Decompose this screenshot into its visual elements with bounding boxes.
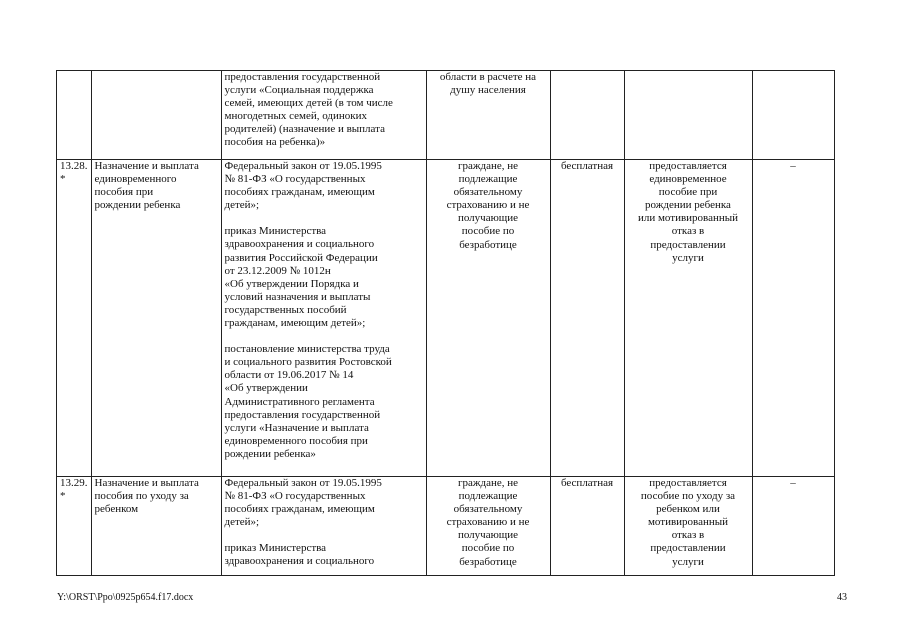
service-result xyxy=(624,71,752,160)
page-number: 43 xyxy=(837,592,847,603)
legal-basis xyxy=(221,71,426,160)
table-row xyxy=(57,160,835,477)
legal-basis xyxy=(221,160,426,477)
recipients: граждане, не подлежащие обязательному страхованию и не получающие пособие по безработице xyxy=(426,477,550,576)
service-result: предоставляется единовременное пособие при рождении ребенка или мотивированный отказ в предоставлении услуги xyxy=(624,160,752,477)
extra-info xyxy=(752,71,834,160)
service-name: Назначение и выплата пособия по уходу за ребенком xyxy=(91,477,221,576)
service-name: Назначение и выплата единовременного пособия при рождении ребенка xyxy=(91,160,221,477)
service-name xyxy=(91,71,221,160)
recipients: области в расчете на душу населения xyxy=(426,71,550,160)
payment-terms xyxy=(550,71,624,160)
footer-file-path: Y:\ORST\Ppo\0925p654.f17.docx xyxy=(57,592,194,603)
row-number: 13.29. * xyxy=(57,477,92,576)
legal-basis-paragraph: постановление министерства труда и социального развития Ростовской области от 19.06.2017 № 14 «Об утверждении Административного регламента предоставления государственной услуги «Назначение и выплата единовременного пособия при рождении ребенка» xyxy=(224,343,392,460)
payment-terms: бесплатная xyxy=(550,477,624,576)
legal-basis-paragraph: Федеральный закон от 19.05.1995 № 81-ФЗ «О государственных пособиях гражданам, имеющим детей»; xyxy=(224,160,382,212)
payment-terms: бесплатная xyxy=(550,160,624,477)
legal-basis-paragraph: предоставления государственной услуги «Социальная поддержка семей, имеющих детей (в том числе многодетных семей, одиноких родителей) (назначение и выплата пособия на ребенка)» xyxy=(224,71,393,149)
services-table xyxy=(56,70,835,576)
legal-basis xyxy=(221,477,426,576)
table-row xyxy=(57,477,835,576)
table-row xyxy=(57,71,835,160)
row-number: 13.28. * xyxy=(57,160,92,477)
row-number xyxy=(57,71,92,160)
legal-basis-paragraph: приказ Министерства здравоохранения и социального xyxy=(224,542,375,568)
service-result: предоставляется пособие по уходу за ребенком или мотивированный отказ в предоставлении услуги xyxy=(624,477,752,576)
legal-basis-paragraph: приказ Министерства здравоохранения и социального развития Российской Федерации от 23.12.2009 № 1012н «Об утверждении Порядка и условий назначения и выплаты государственных пособий гражданам, имеющим детей»; xyxy=(224,225,378,330)
recipients: граждане, не подлежащие обязательному страхованию и не получающие пособие по безработице xyxy=(426,160,550,477)
extra-info: – xyxy=(752,160,834,477)
extra-info: – xyxy=(752,477,834,576)
legal-basis-paragraph: Федеральный закон от 19.05.1995 № 81-ФЗ «О государственных пособиях гражданам, имеющим детей»; xyxy=(224,477,382,529)
